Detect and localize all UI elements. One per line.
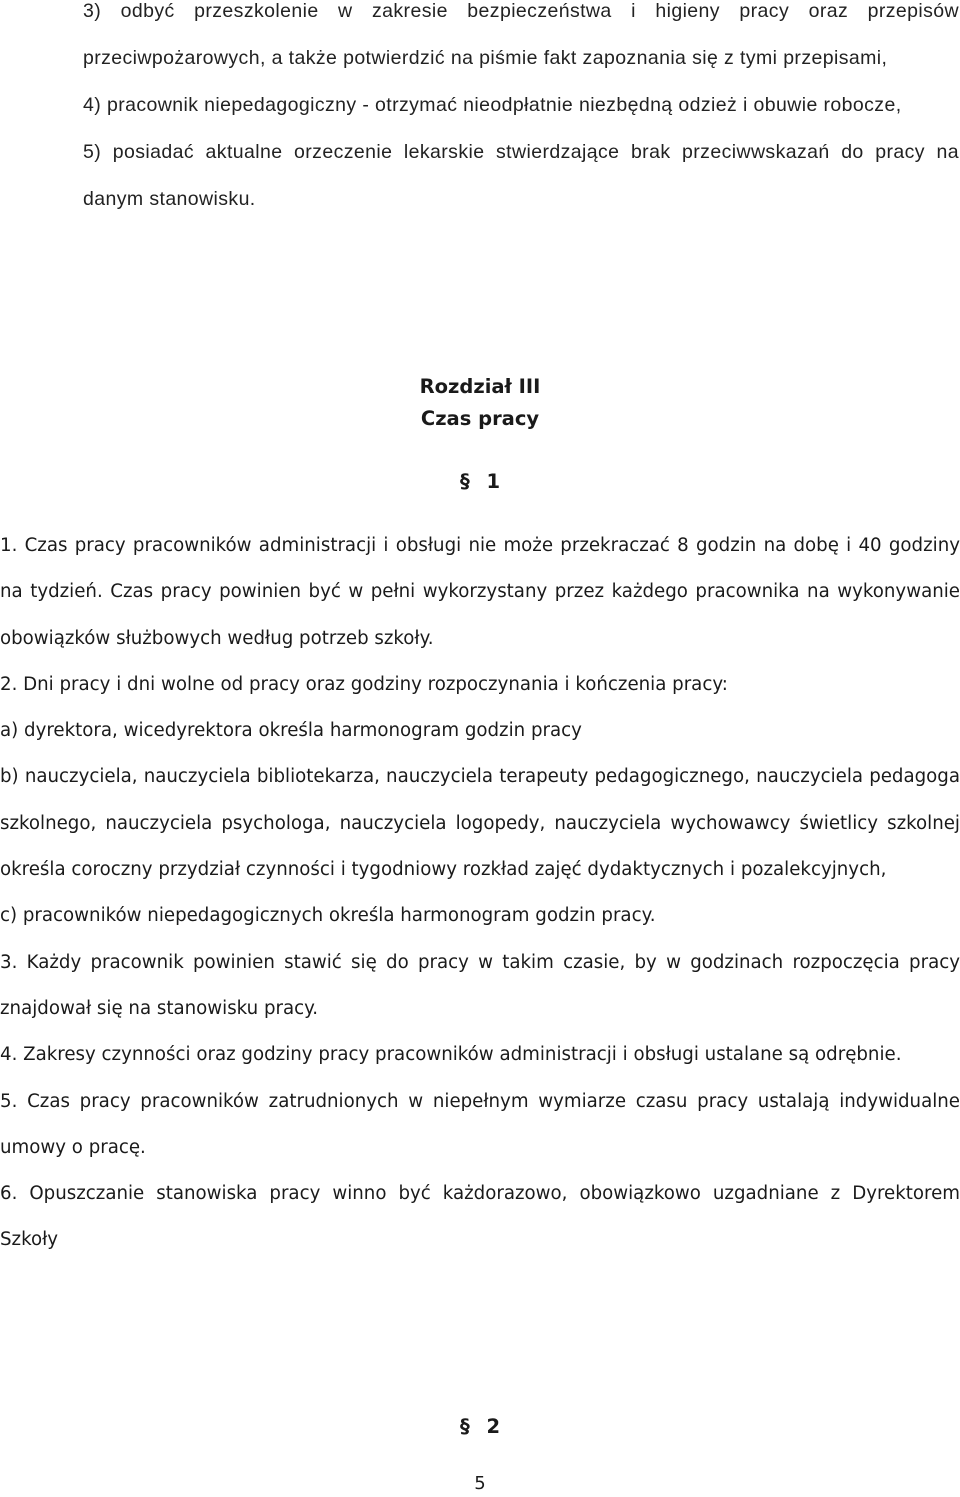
chapter-subtitle: Czas pracy [420,407,540,430]
section-heading-1 [0,470,960,493]
list-item-5: 5) posiadać aktualne orzeczenie lekarskie stwierdzające brak przeciwwskazań do pracy na danym stanowisku. [83,141,959,210]
paragraph-5: 5. Czas pracy pracowników zatrudnionych w niepełnym wymiarze czasu pracy ustalają indywidualne umowy o pracę. [0,1090,960,1158]
paragraph-2: 2. Dni pracy i dni wolne od pracy oraz godziny rozpoczynania i kończenia pracy: [0,673,728,695]
paragraph-4: 4. Zakresy czynności oraz godziny pracy pracowników administracji i obsługi ustalane są odrębnie. [0,1044,902,1066]
working-time-paragraphs [0,523,960,1264]
list-item-3: 3) odbyć przeszkolenie w zakresie bezpieczeństwa i higieny pracy oraz przepisów przeciwpożarowych, a także potwierdzić na piśmie fakt zapoznania się z tymi przepisami, [83,0,959,69]
section-number: 2 [486,1415,501,1438]
list-item-4: 4) pracownik niepedagogiczny - otrzymać nieodpłatnie niezbędną odzież i obuwie robocze, [83,94,902,116]
paragraph-2c: c) pracowników niepedagogicznych określa harmonogram godzin pracy. [0,905,656,927]
duties-list [83,0,959,223]
paragraph-2a: a) dyrektora, wicedyrektora określa harmonogram godzin pracy [0,720,582,742]
paragraph-6: 6. Opuszczanie stanowiska pracy winno być każdorazowo, obowiązkowo uzgadniane z Dyrektorem Szkoły [0,1183,960,1251]
section-sign-glyph: § [459,470,470,493]
paragraph-1: 1. Czas pracy pracowników administracji i obsługi nie może przekraczać 8 godzin na dobę i 40 godziny na tydzień. Czas pracy powinien być w pełni wykorzystany przez każdego pracownika na wykonywanie obowiązków służbowych według potrzeb szkoły. [0,535,960,649]
chapter-title: Rozdział III [419,375,541,398]
paragraph-3: 3. Każdy pracownik powinien stawić się do pracy w takim czasie, by w godzinach rozpoczęcia pracy znajdował się na stanowisku pracy. [0,951,960,1019]
section-number: 1 [486,470,501,493]
section-sign-glyph: § [459,1415,470,1438]
paragraph-2b: b) nauczyciela, nauczyciela bibliotekarza, nauczyciela terapeuty pedagogicznego, nauczyciela pedagoga szkolnego, nauczyciela psychologa, nauczyciela logopedy, nauczyciela wychowawcy świetlicy szkolnej określa coroczny przydział czynności i tygodniowy rozkład zajęć dydaktycznych i pozalekcyjnych, [0,766,960,881]
page-number: 5 [474,1473,486,1494]
section-heading-2 [0,1415,960,1438]
